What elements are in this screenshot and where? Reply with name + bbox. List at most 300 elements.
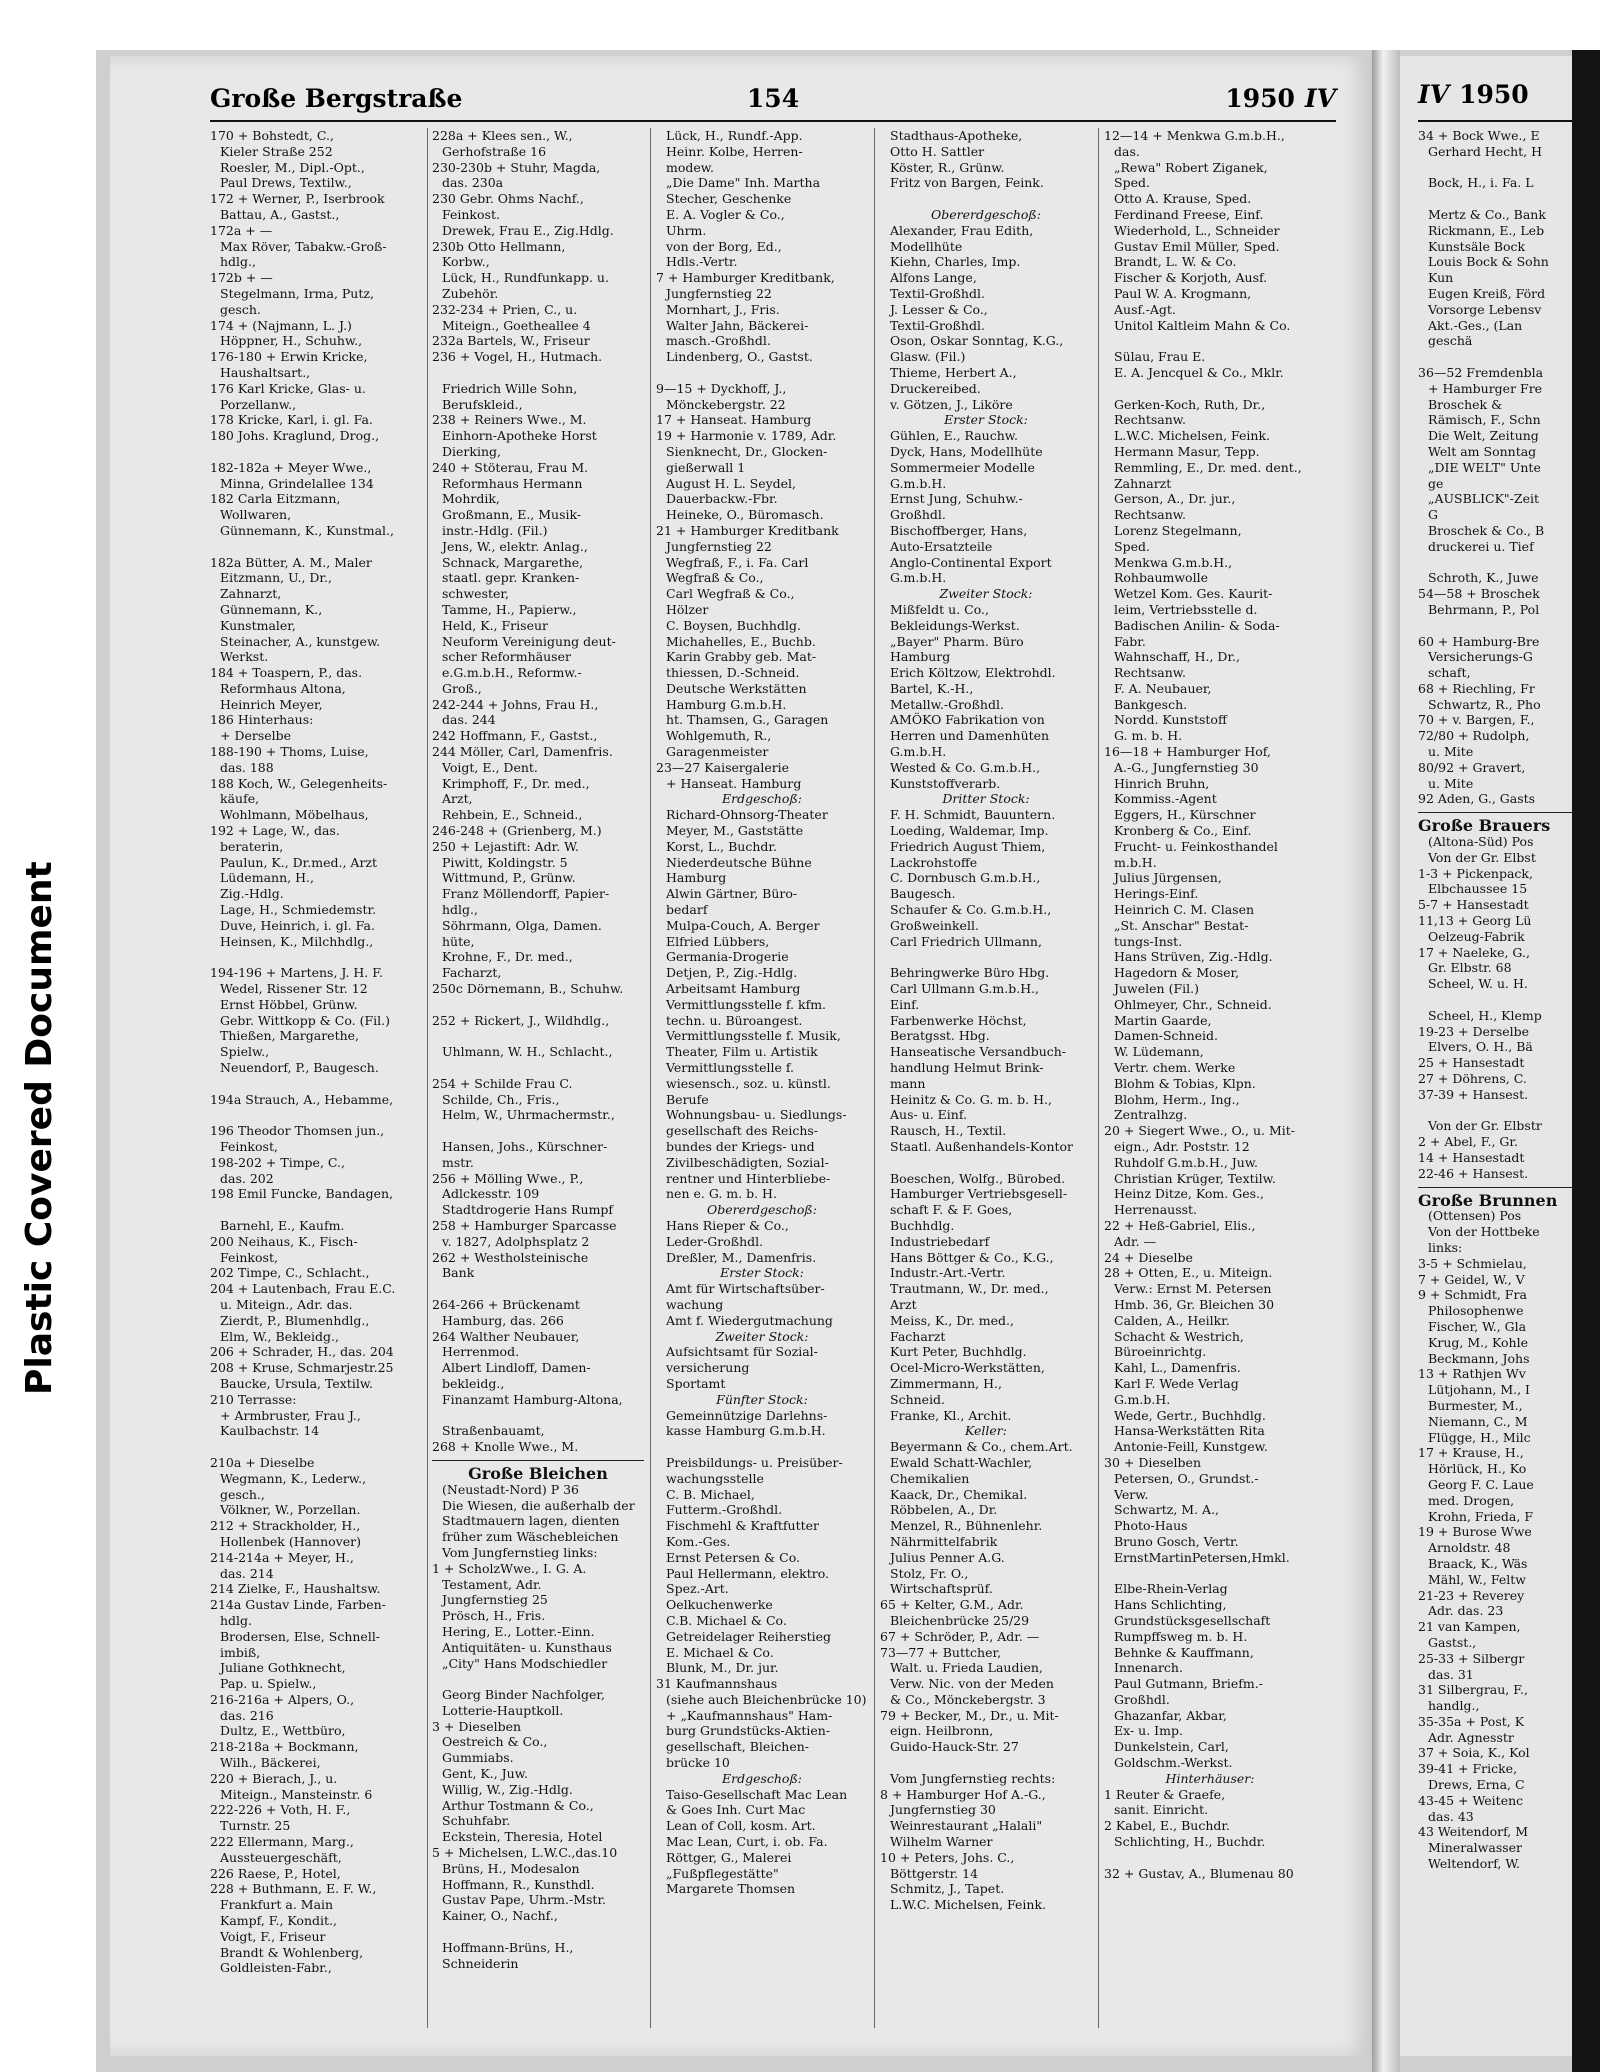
directory-entry: Metallw.-Großhdl.	[890, 696, 1004, 712]
directory-entry: Sped.	[1114, 538, 1150, 554]
floor-heading: Zweiter Stock:	[715, 1328, 809, 1344]
directory-entry: Brodersen, Else, Schnell-	[220, 1628, 381, 1644]
directory-entry: Ewald Schatt-Wachler,	[890, 1454, 1033, 1470]
directory-entry: Carl Wegfraß & Co.,	[666, 586, 795, 602]
directory-entry: E. A. Jencquel & Co., Mklr.	[1114, 364, 1284, 380]
directory-entry: techn. u. Büroangest.	[666, 1012, 803, 1028]
directory-entry: Gerhard Hecht, H	[1428, 143, 1543, 159]
house-number-entry: 5-7 + Hansestadt	[1418, 897, 1529, 913]
directory-entry: (Neustadt-Nord) P 36	[442, 1481, 579, 1497]
floor-heading: Dritter Stock:	[942, 791, 1030, 807]
directory-entry: Wohlgemuth, R.,	[666, 728, 772, 744]
directory-entry: Menzel, R., Bühnenlehr.	[890, 1518, 1043, 1534]
directory-entry: Frankfurt a. Main	[220, 1897, 334, 1913]
directory-entry: Werkst.	[220, 649, 269, 665]
directory-entry: Meyer, M., Gaststätte	[666, 823, 804, 839]
directory-entry: Bank	[442, 1265, 475, 1281]
right-volume: IV	[1418, 80, 1450, 109]
directory-entry: Willig, W., Zig.-Hdlg.	[442, 1781, 573, 1797]
directory-entry: Brandt, L. W. & Co.	[1114, 254, 1237, 270]
directory-entry: Taiso-Gesellschaft Mac Lean	[666, 1786, 848, 1802]
directory-entry: Stecher, Geschenke	[666, 191, 792, 207]
directory-entry: Zimmermann, H.,	[890, 1375, 1002, 1391]
house-number-entry: 20 + Siegert Wwe., O., u. Mit-	[1104, 1123, 1295, 1139]
directory-entry: E. Michael & Co.	[666, 1644, 774, 1660]
directory-entry: Zahnarzt	[1114, 475, 1172, 491]
directory-entry: Von der Hottbeke	[1428, 1224, 1540, 1240]
directory-entry: Rickmann, E., Leb	[1428, 222, 1545, 238]
directory-entry: Industriebedarf	[890, 1233, 990, 1249]
directory-entry: Hörlück, H., Ko	[1428, 1461, 1527, 1477]
directory-entry: Niederdeutsche Bühne	[666, 854, 812, 870]
directory-entry: Amt f. Wiedergutmachung	[666, 1312, 833, 1328]
directory-entry: & Co., Mönckebergstr. 3	[890, 1691, 1046, 1707]
house-number-entry: 172 + Werner, P., Iserbrook	[210, 191, 385, 207]
directory-entry: Hans Strüven, Zig.-Hdlg.	[1114, 949, 1273, 965]
house-number-entry: 176-180 + Erwin Kricke,	[210, 349, 368, 365]
directory-entry: Fischmehl & Kraftfutter	[666, 1518, 820, 1534]
directory-entry: Duve, Heinrich, i. gl. Fa.	[220, 917, 375, 933]
directory-entry: von der Borg, Ed.,	[666, 238, 782, 254]
directory-entry: gesch.	[220, 301, 261, 317]
directory-entry: Jungfernstieg 22	[666, 538, 772, 554]
directory-entry	[210, 1202, 422, 1218]
directory-entry	[432, 1671, 644, 1687]
directory-entry	[210, 539, 422, 555]
floor-heading: Erster Stock:	[720, 1265, 804, 1281]
directory-entry: Oelkuchenwerke	[666, 1597, 773, 1613]
directory-entry: früher zum Wäschebleichen	[442, 1529, 619, 1545]
directory-entry: Berufskleid.,	[442, 396, 523, 412]
directory-entry: Detjen, P., Zig.-Hdlg.	[666, 965, 798, 981]
directory-entry: Georg Binder Nachfolger,	[442, 1687, 606, 1703]
house-number-entry: 8 + Hamburger Hof A.-G.,	[880, 1786, 1046, 1802]
directory-entry: Ohlmeyer, Chr., Schneid.	[1114, 996, 1272, 1012]
directory-entry: bundes der Kriegs- und	[666, 1139, 815, 1154]
directory-entry: „Die Dame" Inh. Martha	[666, 175, 821, 191]
directory-entry: sanit. Einricht.	[1114, 1802, 1209, 1818]
directory-entry: Bruno Gosch, Vertr.	[1114, 1533, 1239, 1549]
house-number-entry: 250c Dörnemann, B., Schuhw.	[432, 981, 624, 997]
house-number-entry: 17 + Krause, H.,	[1418, 1445, 1524, 1461]
floor-heading: Erdgeschoß:	[721, 791, 803, 807]
directory-entry: Weltendorf, W.	[1428, 1856, 1520, 1872]
directory-entry: Adr. —	[1114, 1233, 1157, 1249]
house-number-entry: 1 Reuter & Graefe,	[1104, 1786, 1226, 1802]
directory-entry: Verw.: Ernst M. Petersen	[1114, 1281, 1272, 1297]
directory-entry: C. Boysen, Buchhdlg.	[666, 617, 801, 633]
directory-entry: Elvers, O. H., Bä	[1428, 1039, 1533, 1055]
directory-entry: ErnstMartinPetersen,Hmkl.	[1114, 1549, 1290, 1565]
directory-entry: August H. L. Seydel,	[666, 475, 797, 491]
house-number-entry: 9—15 + Dyckhoff, J.,	[656, 380, 787, 396]
house-number-entry: 79 + Becker, M., Dr., u. Mit-	[880, 1707, 1059, 1723]
directory-entry: Paul Hellermann, elektro.	[666, 1565, 829, 1581]
directory-entry: Remmling, E., Dr. med. dent.,	[1114, 459, 1302, 475]
scan-dark-edge	[1572, 50, 1600, 2072]
directory-entry: Braack, K., Wäs	[1428, 1555, 1528, 1571]
directory-entry: Großmann, E., Musik-	[442, 507, 582, 523]
floor-heading: Keller:	[965, 1423, 1007, 1439]
directory-entry: Baucke, Ursula, Textilw.	[220, 1375, 374, 1391]
directory-entry: Vermittlungsstelle f.	[666, 1060, 795, 1076]
directory-entry: Haushaltsart.,	[220, 364, 311, 380]
directory-entry: Fischer & Korjoth, Ausf.	[1114, 270, 1268, 286]
directory-entry: & Goes Inh. Curt Mac	[666, 1802, 806, 1818]
directory-entry: Amt für Wirtschaftsüber-	[666, 1281, 825, 1297]
house-number-entry: 10 + Peters, Johs. C.,	[880, 1849, 1015, 1865]
right-year: 1950	[1459, 80, 1529, 109]
directory-entry: AMÖKO Fabrikation von	[890, 712, 1045, 728]
directory-entry: Ernst Petersen & Co.	[666, 1549, 800, 1565]
directory-entry: Krimphoff, F., Dr. med.,	[442, 775, 590, 791]
directory-entry: Die Welt, Zeitung	[1428, 428, 1539, 444]
house-number-entry: 32 + Gustav, A., Blumenau 80	[1104, 1865, 1294, 1881]
directory-entry: Facharzt,	[442, 965, 502, 981]
directory-entry: Lorenz Stegelmann,	[1114, 522, 1242, 538]
directory-entry: Wedel, Rissener Str. 12	[220, 981, 368, 997]
floor-heading: Obererdgeschoß:	[931, 206, 1041, 222]
directory-entry: Arnoldstr. 48	[1428, 1540, 1511, 1556]
directory-entry: Trautmann, W., Dr. med.,	[890, 1281, 1049, 1297]
directory-entry: Eggers, H., Kürschner	[1114, 807, 1256, 823]
directory-entry: u. Miteign., Adr. das.	[220, 1296, 353, 1312]
directory-entry: Gerhofstraße 16	[442, 143, 547, 159]
directory-entry: Gent, K., Juw.	[442, 1766, 528, 1782]
house-number-entry: 194a Strauch, A., Hebamme,	[210, 1091, 394, 1107]
house-number-entry: 172b + —	[210, 270, 273, 286]
column-1	[210, 128, 422, 2028]
directory-entry: Gr. Elbstr. 68	[1428, 960, 1512, 976]
directory-entry: Schneid.	[890, 1391, 946, 1407]
directory-entry: Albert Lindloff, Damen-	[442, 1360, 591, 1376]
directory-entry: e.G.m.b.H., Reformw.-	[442, 665, 582, 681]
house-number-entry: 244 Möller, Carl, Damenfris.	[432, 744, 613, 760]
directory-entry: Kun	[1428, 270, 1454, 286]
directory-entry: Otto H. Sattler	[890, 143, 985, 159]
directory-entry: Kainer, O., Nachf.,	[442, 1908, 558, 1924]
directory-entry: Korst, L., Buchdr.	[666, 838, 777, 854]
directory-entry: L.W.C. Michelsen, Feink.	[1114, 428, 1271, 444]
directory-entry: Philosophenwe	[1428, 1303, 1524, 1319]
directory-entry: C. B. Michael,	[666, 1486, 755, 1502]
directory-entry: Kunstsäle Bock	[1428, 238, 1526, 254]
directory-entry: Von der Gr. Elbst	[1428, 849, 1536, 865]
directory-entry: links:	[1428, 1239, 1463, 1255]
directory-entry: wachungsstelle	[666, 1470, 764, 1486]
directory-entry: Röbbelen, A., Dr.	[890, 1502, 998, 1518]
house-number-entry: 92 Aden, G., Gasts	[1418, 791, 1536, 807]
house-number-entry: 188 Koch, W., Gelegenheits-	[210, 775, 388, 791]
directory-entry: Buchhdlg.	[890, 1217, 955, 1233]
directory-entry: Rausch, H., Textil.	[890, 1123, 1007, 1139]
directory-entry: Pap. u. Spielw.,	[220, 1676, 317, 1692]
directory-entry: Aufsichtsamt für Sozial-	[666, 1344, 818, 1360]
directory-entry: Oson, Oskar Sonntag, K.G.,	[890, 333, 1064, 349]
directory-entry: Schnack, Margarethe,	[442, 554, 584, 570]
directory-entry: Deutsche Werkstätten	[666, 680, 807, 696]
directory-entry: Farbenwerke Höchst,	[890, 1012, 1027, 1028]
directory-entry: Lück, H., Rundf.-App.	[666, 128, 803, 143]
directory-entry: Paul Gutmann, Briefm.-	[1114, 1676, 1263, 1692]
directory-entry: Beyermann & Co., chem.Art.	[890, 1439, 1073, 1455]
directory-entry: Vermittlungsstelle f. kfm.	[666, 996, 827, 1012]
directory-entry: Dyck, Hans, Modellhüte	[890, 443, 1043, 459]
directory-entry: gesellschaft, Bleichen-	[666, 1739, 810, 1755]
house-number-entry: 43-45 + Weitenc	[1418, 1792, 1524, 1808]
directory-entry: Mineralwasser	[1428, 1840, 1523, 1856]
directory-entry: Paul W. A. Krogmann,	[1114, 285, 1252, 301]
column-2	[432, 128, 644, 2028]
directory-entry: Karl F. Wede Verlag	[1114, 1375, 1239, 1391]
directory-entry: Krohn, Frieda, F	[1428, 1508, 1534, 1524]
directory-entry	[1104, 1566, 1316, 1582]
directory-entry: Stadtmauern lagen, dienten	[442, 1513, 620, 1529]
house-number-entry: 202 Timpe, C., Schlacht.,	[210, 1265, 370, 1281]
house-number-entry: 182-182a + Meyer Wwe.,	[210, 459, 372, 475]
directory-entry: Niemann, C., M	[1428, 1413, 1528, 1429]
directory-entry: Schmitz, J., Tapet.	[890, 1881, 1005, 1897]
directory-entry: burg Grundstücks-Aktien-	[666, 1723, 831, 1739]
directory-entry: eign. Heilbronn,	[890, 1723, 994, 1739]
house-number-entry: 12—14 + Menkwa G.m.b.H.,	[1104, 128, 1285, 143]
directory-entry: Zahnarzt,	[220, 586, 282, 602]
house-number-entry: 72/80 + Rudolph,	[1418, 728, 1530, 744]
directory-entry: Vorsorge Lebensv	[1428, 301, 1542, 317]
directory-entry	[432, 1924, 644, 1940]
house-number-entry: 268 + Knolle Wwe., M.	[432, 1439, 579, 1455]
directory-entry: das. 214	[220, 1565, 274, 1581]
directory-entry: Ernst Höbbel, Grünw.	[220, 996, 358, 1012]
directory-entry: Adr. das. 23	[1428, 1603, 1504, 1619]
house-number-entry: 196 Theodor Thomsen jun.,	[210, 1123, 385, 1139]
column-3	[656, 128, 868, 2028]
directory-entry: Von der Gr. Elbstr	[1428, 1118, 1542, 1134]
house-number-entry: 170 + Bohstedt, C.,	[210, 128, 334, 143]
house-number-entry: 230b Otto Hellmann,	[432, 238, 566, 254]
directory-entry: Antiquitäten- u. Kunsthaus	[442, 1639, 612, 1655]
house-number-entry: 214 Zielke, F., Haushaltsw.	[210, 1581, 381, 1597]
directory-entry: Calden, A., Heilkr.	[1114, 1312, 1230, 1328]
directory-entry: Staatl. Außenhandels-Kontor	[890, 1139, 1074, 1154]
directory-entry: Kaulbachstr. 14	[220, 1423, 320, 1439]
house-number-entry: 17 + Hanseat. Hamburg	[656, 412, 812, 428]
house-number-entry: 184 + Toaspern, P., das.	[210, 665, 363, 681]
directory-entry: Adr. Agnesstr	[1428, 1729, 1514, 1745]
directory-entry: Elfried Lübbers,	[666, 933, 770, 949]
directory-entry: das. 216	[220, 1707, 274, 1723]
house-number-entry: 36—52 Fremdenbla	[1418, 364, 1544, 380]
directory-entry: Battau, A., Gastst.,	[220, 206, 340, 222]
directory-entry: Jungfernstieg 22	[666, 285, 772, 301]
house-number-entry: 220 + Bierach, J., u.	[210, 1770, 338, 1786]
directory-entry: Hollenbek (Hannover)	[220, 1533, 361, 1549]
directory-entry: „DIE WELT" Unte	[1428, 459, 1541, 475]
directory-entry: Schwartz, R., Pho	[1428, 696, 1541, 712]
directory-entry: Stadtdrogerie Hans Rumpf	[442, 1202, 614, 1218]
directory-entry: Ausf.-Agt.	[1114, 301, 1176, 317]
directory-entry: Lean of Coll, kosm. Art.	[666, 1818, 816, 1834]
directory-entry: Spez.-Art.	[666, 1581, 729, 1597]
house-number-entry: 3-5 + Schmielau,	[1418, 1255, 1527, 1271]
directory-entry: gesch.,	[220, 1486, 265, 1502]
house-number-entry: 37-39 + Hansest.	[1418, 1086, 1529, 1102]
house-number-entry: 218-218a + Bockmann,	[210, 1739, 359, 1755]
house-number-entry: 19 + Burose Wwe	[1418, 1524, 1532, 1540]
directory-entry: Stolz, Fr. O.,	[890, 1565, 969, 1581]
directory-entry: Schacht & Westrich,	[1114, 1328, 1244, 1344]
directory-entry: J. Lesser & Co.,	[890, 301, 988, 317]
directory-entry: C.B. Michael & Co.	[666, 1612, 787, 1628]
house-number-entry: 19 + Harmonie v. 1789, Adr.	[656, 428, 837, 444]
directory-entry	[432, 1281, 644, 1297]
directory-entry: Hansen, Johs., Kürschner-	[442, 1139, 608, 1154]
directory-entry: druckerei u. Tief	[1428, 538, 1534, 554]
directory-entry: Arzt,	[442, 791, 473, 807]
directory-entry: Chemikalien	[890, 1470, 970, 1486]
directory-entry: Ruhdolf G.m.b.H., Juw.	[1114, 1154, 1259, 1170]
house-number-entry: 7 + Hamburger Kreditbank,	[656, 270, 835, 286]
directory-entry: Kronberg & Co., Einf.	[1114, 823, 1252, 839]
house-number-entry: 68 + Riechling, Fr	[1418, 680, 1535, 696]
directory-entry: Friedrich August Thiem,	[890, 838, 1046, 854]
directory-entry	[1104, 1850, 1316, 1866]
directory-entry: Carl Friedrich Ullmann,	[890, 933, 1042, 949]
directory-entry: Vom Jungfernstieg rechts:	[890, 1770, 1056, 1786]
directory-entry: Großhdl.	[1114, 1691, 1170, 1707]
directory-entry: Lütjohann, M., I	[1428, 1382, 1530, 1398]
directory-entry: Bleichenbrücke 25/29	[890, 1612, 1030, 1628]
directory-entry: Alwin Gärtner, Büro-	[666, 886, 798, 902]
directory-entry: das. 43	[1428, 1808, 1474, 1824]
directory-entry: Uhlmann, W. H., Schlacht.,	[442, 1044, 613, 1060]
directory-entry: Hinrich Bruhn,	[1114, 775, 1210, 791]
directory-entry: Helm, W., Uhrmachermstr.,	[442, 1107, 615, 1123]
house-number-entry: 252 + Rickert, J., Wildhdlg.,	[432, 1012, 610, 1028]
house-number-entry: 67 + Schröder, P., Adr. —	[880, 1628, 1040, 1644]
directory-entry: wachung	[666, 1296, 724, 1312]
floor-heading: Obererdgeschoß:	[707, 1202, 817, 1218]
directory-entry: Rumpffsweg m. b. H.	[1114, 1628, 1248, 1644]
directory-entry: Scheel, W. u. H.	[1428, 976, 1528, 992]
house-number-entry: 182 Carla Eitzmann,	[210, 491, 341, 507]
directory-entry: Broschek & Co., B	[1428, 522, 1545, 538]
directory-entry: Aus- u. Einf.	[890, 1107, 968, 1123]
directory-entry: Herrenmod.	[442, 1344, 520, 1360]
directory-entry: Getreidelager Reiherstieg	[666, 1628, 832, 1644]
directory-entry: Sülau, Frau E.	[1114, 349, 1206, 365]
directory-entry: Gerson, A., Dr. jur.,	[1114, 491, 1236, 507]
directory-entry: Juliane Gothknecht,	[220, 1660, 346, 1676]
directory-entry: Wegmann, K., Lederw.,	[220, 1470, 367, 1486]
house-number-entry: 13 + Rathjen Wv	[1418, 1366, 1526, 1382]
directory-entry: „AUSBLICK"-Zeit	[1428, 491, 1540, 507]
house-number-entry: 256 + Mölling Wwe., P.,	[432, 1170, 584, 1186]
directory-entry: (siehe auch Bleichenbrücke 10)	[666, 1691, 867, 1707]
directory-entry: Voigt, E., Dent.	[442, 759, 538, 775]
directory-entry: handlung Helmut Brink-	[890, 1060, 1044, 1076]
directory-entry: Rechtsanw.	[1114, 665, 1186, 681]
house-number-entry: 250 + Lejastift: Adr. W.	[432, 838, 579, 854]
directory-entry: Hering, E., Lotter.-Einn.	[442, 1623, 595, 1639]
directory-entry: gesellschaft des Reichs-	[666, 1123, 819, 1139]
directory-entry: Stadthaus-Apotheke,	[890, 128, 1023, 143]
directory-entry: kasse Hamburg G.m.b.H.	[666, 1423, 826, 1439]
directory-entry: „City" Hans Modschiedler	[442, 1655, 608, 1671]
directory-entry	[432, 1408, 644, 1424]
directory-entry: Thießen, Margarethe,	[220, 1028, 360, 1044]
floor-heading: Erdgeschoß:	[721, 1770, 803, 1786]
house-number-entry: 264 Walther Neubauer,	[432, 1328, 580, 1344]
directory-entry: L.W.C. Michelsen, Feink.	[890, 1897, 1047, 1913]
directory-entry: Jungfernstieg 25	[442, 1592, 548, 1608]
directory-entry: Böttgerstr. 14	[890, 1865, 979, 1881]
house-number-entry: 31 Kaufmannshaus	[656, 1676, 778, 1692]
directory-entry: Max Röver, Tabakw.-Groß-	[220, 238, 387, 254]
directory-entry: Testament, Adr.	[442, 1576, 542, 1592]
house-number-entry: 3 + Dieselben	[432, 1718, 522, 1734]
directory-entry: schaft F. & F. Goes,	[890, 1202, 1013, 1218]
directory-entry: Herren und Damenhüten	[890, 728, 1050, 744]
directory-entry: wiesensch., soz. u. künstl.	[666, 1075, 831, 1091]
directory-entry: F. A. Neubauer,	[1114, 680, 1212, 696]
directory-entry: Drews, Erna, C	[1428, 1777, 1525, 1793]
directory-entry: Michahelles, E., Buchb.	[666, 633, 816, 649]
directory-entry: Lüdemann, H.,	[220, 870, 314, 886]
column-rule	[1098, 128, 1099, 2028]
directory-entry: beraterin,	[220, 838, 284, 854]
directory-entry: Broschek &	[1428, 396, 1503, 412]
directory-entry: Grundstücksgesellschaft	[1114, 1612, 1271, 1628]
house-number-entry: 188-190 + Thoms, Luise,	[210, 744, 369, 760]
directory-entry: Behnke & Kauffmann,	[1114, 1644, 1254, 1660]
house-number-entry: 262 + Westholsteinische	[432, 1249, 589, 1265]
directory-entry: Zig.-Hdlg.	[220, 886, 284, 902]
directory-entry: bedarf	[666, 902, 708, 918]
directory-entry: das. 31	[1428, 1666, 1474, 1682]
year-volume	[1225, 84, 1336, 113]
directory-entry: Mulpa-Couch, A. Berger	[666, 917, 820, 933]
house-number-entry: 240 + Stöterau, Frau M.	[432, 459, 589, 475]
directory-entry: Neuform Vereinigung deut-	[442, 633, 616, 649]
directory-entry: Hamburger Vertriebsgesell-	[890, 1186, 1068, 1202]
directory-entry	[880, 191, 1092, 207]
street-title: Große Bergstraße	[210, 84, 463, 113]
directory-entry: Glasw. (Fil.)	[890, 349, 966, 365]
house-number-entry: 198-202 + Timpe, C.,	[210, 1154, 345, 1170]
directory-entry: Bankgesch.	[1114, 696, 1188, 712]
directory-entry: Sommermeier Modelle	[890, 459, 1035, 475]
column-4	[880, 128, 1092, 2028]
directory-entry: ht. Thamsen, G., Garagen	[666, 712, 829, 728]
directory-entry: Hans Rieper & Co.,	[666, 1217, 789, 1233]
directory-entry: handlg.,	[1428, 1698, 1480, 1714]
directory-entry: Friedrich Wille Sohn,	[442, 380, 578, 396]
column-rule	[427, 128, 428, 2028]
directory-entry: Dreßler, M., Damenfris.	[666, 1249, 817, 1265]
directory-entry: Jens, W., elektr. Anlag.,	[442, 538, 588, 554]
directory-entry: Karin Grabby geb. Mat-	[666, 649, 817, 665]
directory-entry: Porzellanw.,	[220, 396, 297, 412]
directory-entry: Bischoffberger, Hans,	[890, 522, 1028, 538]
directory-entry: Preisbildungs- u. Preisüber-	[666, 1454, 843, 1470]
house-number-entry: 80/92 + Gravert,	[1418, 759, 1526, 775]
volume: IV	[1304, 84, 1336, 113]
directory-entry: Feinkost.	[442, 206, 500, 222]
directory-entry	[1104, 381, 1316, 397]
directory-entry: Die Wiesen, die außerhalb der	[442, 1497, 635, 1513]
house-number-entry: 2 Kabel, E., Buchdr.	[1104, 1818, 1230, 1834]
